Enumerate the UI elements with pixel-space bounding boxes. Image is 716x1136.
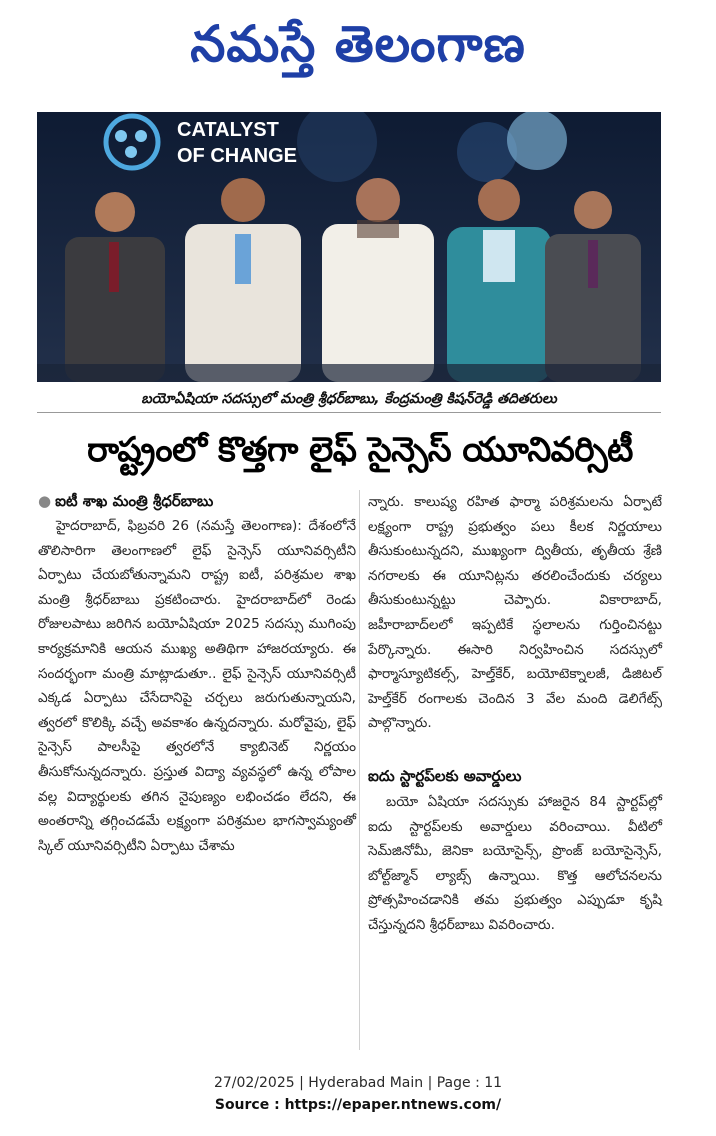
byline-text: ఐటీ శాఖ మంత్రి శ్రీధర్‌బాబు	[55, 492, 214, 510]
article-headline: రాష్ట్రంలో కొత్తగా లైఫ్ సైన్సెస్ యూనివర్సిటీ	[87, 430, 633, 470]
event-photo	[37, 112, 661, 382]
emblem-icon	[507, 112, 567, 170]
byline	[38, 490, 356, 512]
stage-photo-illustration	[37, 112, 661, 382]
footer-date-line: 27/02/2025 | Hyderabad Main | Page : 11	[213, 1075, 503, 1091]
page-footer	[0, 1072, 716, 1116]
subheading: ఐదు స్టార్టప్‌లకు అవార్డులు	[368, 766, 522, 785]
banner-line-2: OF CHANGE	[177, 145, 297, 167]
right-body-text-2: బయో ఏషియా సదస్సుకు హాజరైన 84 స్టార్టప్‌ల్లో ఐదు స్టార్టప్‌లకు అవార్డులు వరించాయి. వీటిలో సెమ్‌జినోమీ, జెనికా బయోసైన్స్, ప్రొంజ్ బయోసైన్సెస్, బోల్ట్‌జ్మాన్ ల్యాబ్స్ ఉన్నాయి. కొత్త ఆలోచనలను ప్రోత్సహించడానికి తమ ప్రభుత్వం ఎప్పుడూ కృషి చేస్తున్నదని శ్రీధర్‌బాబు వివరించారు.	[368, 793, 662, 933]
photo-caption: బయోఏషియా సదస్సులో మంత్రి శ్రీధర్‌బాబు, కేంద్రమంత్రి కిషన్‌రెడ్డి తదితరులు	[37, 386, 661, 413]
article-column-left	[38, 490, 356, 858]
right-body-text: న్నారు. కాలుష్య రహిత ఫార్మా పరిశ్రమలను ఏర్పాటే లక్ష్యంగా రాష్ట్ర ప్రభుత్వం పలు కీలక నిర్ణయాలు తీసుకుంటున్నదని, ముఖ్యంగా ద్వితీయ, తృతీయ శ్రేణి నగరాలకు ఈ యూనిట్లను తరలించేందుకు చర్యలు తీసుకుంటున్నట్టు చెప్పారు. వికారాబాద్, జహీరాబాద్‌లలో ఇప్పటికే స్థలాలను గుర్తించినట్టు పేర్కొన్నారు. ఈసారి నిర్వహించిన సదస్సులో ఫార్మాస్యూటికల్స్, హెల్త్‌కేర్, బయోటెక్నాలజీ, డిజిటల్ హెల్త్‌కేర్ రంగాలకు చెందిన 3 వేల మంది డెలిగేట్స్ పాల్గొన్నారు.	[368, 494, 662, 732]
masthead-title: నమస్తే తెలంగాణ	[190, 15, 526, 73]
bullet-icon: ●	[38, 492, 52, 510]
column-divider	[359, 490, 360, 1050]
newspaper-masthead	[0, 8, 716, 80]
banner-line-1: CATALYST	[177, 119, 279, 141]
footer-source-line: Source : https://epaper.ntnews.com/	[214, 1097, 502, 1113]
left-body-text: హైదరాబాద్, ఫిబ్రవరి 26 (నమస్తే తెలంగాణ): దేశంలోనే తొలిసారిగా తెలంగాణలో లైఫ్ సైన్సెస్ యూనివర్సిటీని ఏర్పాటు చేయబోతున్నామని రాష్ట్ర ఐటీ, పరిశ్రమల శాఖ మంత్రి శ్రీధర్‌బాబు ప్రకటించారు. హైదరాబాద్‌లో రెండు రోజులపాటు జరిగిన బయోఏషియా 2025 సదస్సు ముగింపు కార్యక్రమానికి ఆయన ముఖ్య అతిథిగా హాజరయ్యారు. ఈ సందర్భంగా మంత్రి మాట్లాడుతూ.. లైఫ్ సైన్సెస్ యూనివర్సిటీ ఎక్కడ ఏర్పాటు చేసేదానిపై చర్చలు జరుగుతున్నాయని, త్వరలో కొలిక్కి వచ్చే అవకాశం ఉన్నదన్నారు. మరోవైపు, లైఫ్ సైన్సెస్ పాలసీపై త్వరలోనే క్యాబినెట్ నిర్ణయం తీసుకోనున్నదన్నారు. ప్రస్తుత విద్యా వ్యవస్థలో ఉన్న లోపాల వల్ల విద్యార్థులకు తగిన నైపుణ్యం లభించడం లేదని, ఈ అంతరాన్ని తగ్గించడమే లక్ష్యంగా పరిశ్రమల భాగస్వామ్యంతో స్కిల్ యూనివర్సిటీని ఏర్పాటు చేశామ	[38, 518, 356, 854]
article-column-right	[368, 490, 662, 938]
